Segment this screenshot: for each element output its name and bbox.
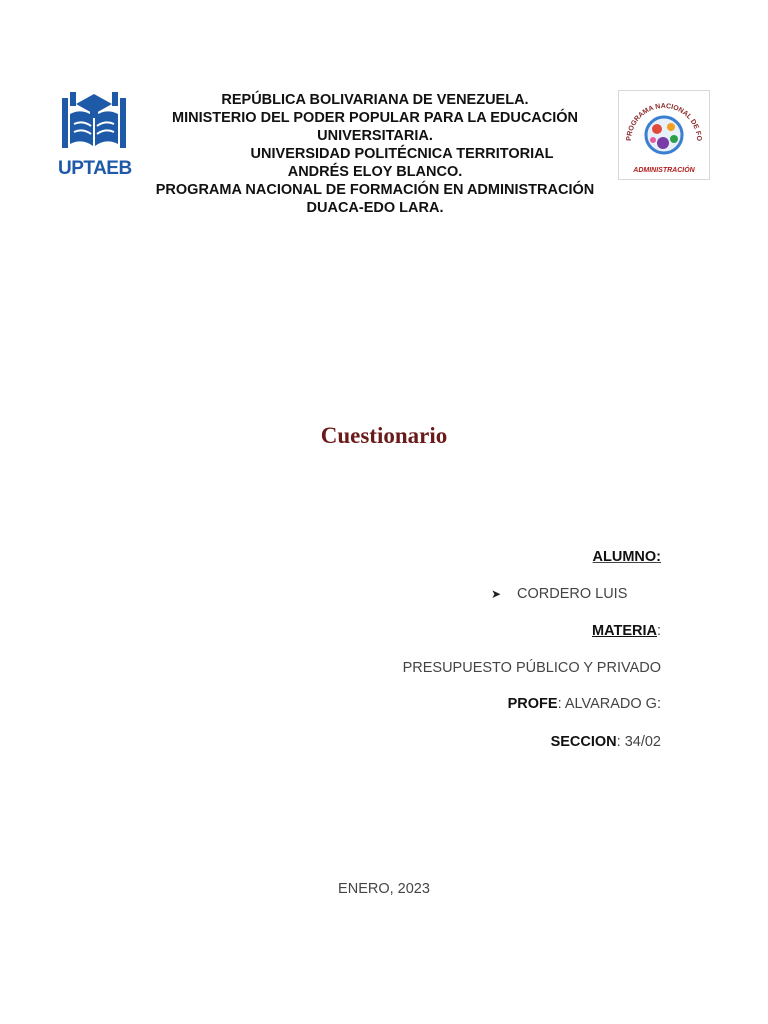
subject-label-sep: : (656, 623, 661, 639)
header-line: ANDRÉS ELOY BLANCO. (287, 164, 463, 180)
subject-label (592, 623, 661, 639)
pnf-bottom-text: ADMINISTRACIÓN (633, 167, 695, 174)
uptaeb-logo-text: UPTAEB (58, 158, 132, 179)
header-line: REPÚBLICA BOLIVARIANA DE VENEZUELA. (221, 92, 529, 108)
header-line: PROGRAMA NACIONAL DE FORMACIÓN EN ADMINISTRACIÓN (155, 182, 595, 198)
student-label (593, 549, 661, 565)
header-line: UNIVERSITARIA. (317, 128, 433, 144)
section-label: SECCION (550, 734, 617, 750)
student-name: CORDERO LUIS (517, 586, 628, 602)
document-date: ENERO, 2023 (338, 881, 430, 897)
teacher-line (508, 696, 661, 712)
pnf-arc-text: PROGRAMA NACIONAL DE FO (625, 102, 703, 142)
arrow-bullet-icon: ➤ (491, 587, 502, 601)
header-line: MINISTERIO DEL PODER POPULAR PARA LA EDUCACIÓN (171, 110, 579, 126)
subject-value: PRESUPUESTO PÚBLICO Y PRIVADO (402, 660, 661, 676)
institution-header (140, 91, 610, 217)
student-label-text: ALUMNO: (592, 549, 661, 565)
header-line: UNIVERSIDAD POLITÉCNICA TERRITORIAL (250, 146, 554, 162)
document-title: Cuestionario (320, 423, 448, 448)
subject-label-text: MATERIA (591, 623, 657, 639)
pnf-administracion-logo (618, 90, 710, 180)
pnf-emblem-icon (619, 91, 709, 179)
uptaeb-logo (58, 90, 130, 182)
section-value: : 34/02 (616, 734, 661, 750)
section-line (551, 734, 661, 750)
teacher-value: : ALVARADO G: (557, 696, 661, 712)
header-line: DUACA-EDO LARA. (306, 200, 444, 216)
teacher-label: PROFE (507, 696, 558, 712)
